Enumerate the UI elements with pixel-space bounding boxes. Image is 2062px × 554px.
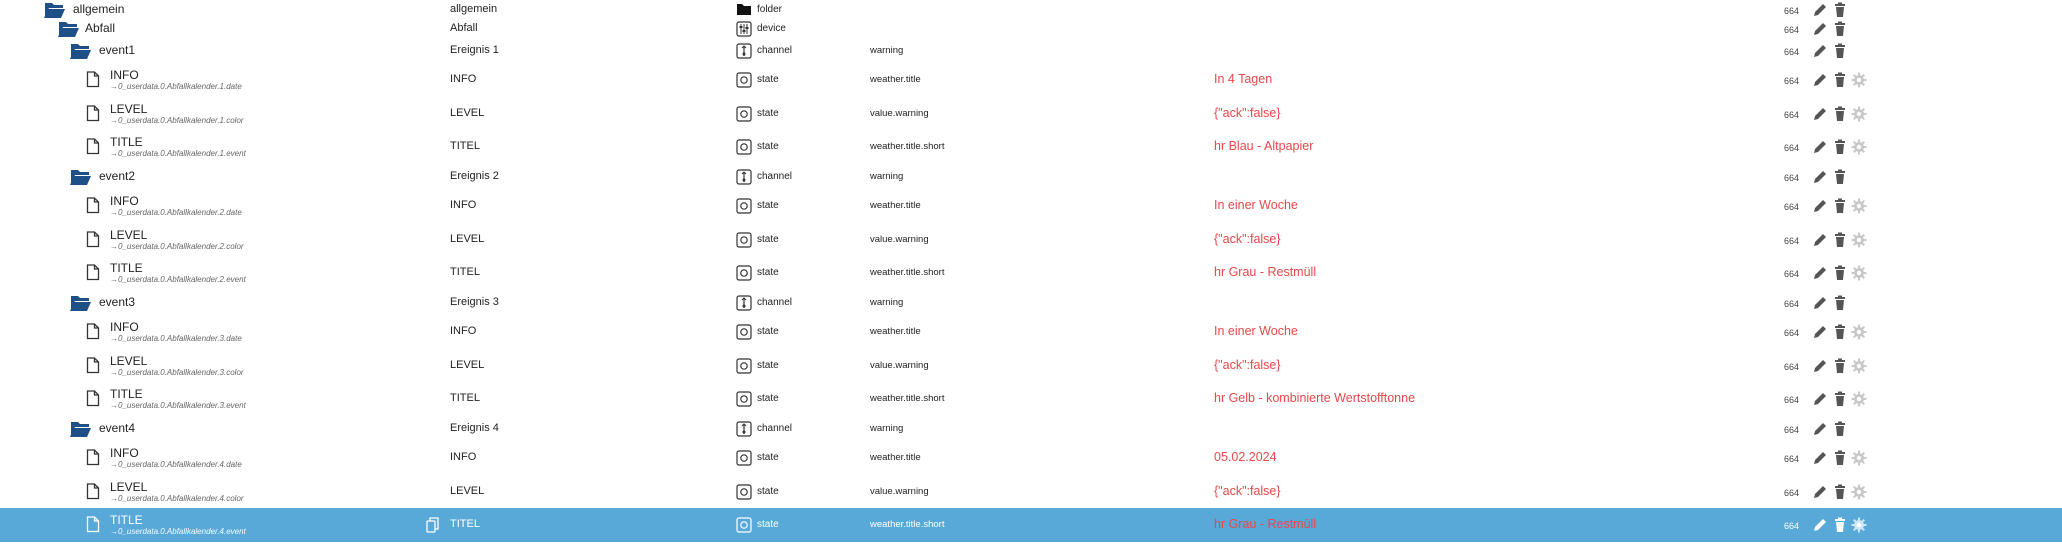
- file-icon[interactable]: [86, 71, 100, 91]
- object-type: state: [757, 234, 779, 245]
- object-role: weather.title.short: [870, 519, 945, 530]
- tree-row[interactable]: [0, 38, 2062, 63]
- acl-rights[interactable]: 664: [1784, 328, 1800, 338]
- edit-pencil-icon[interactable]: [1812, 169, 1828, 185]
- object-role: weather.title: [870, 326, 921, 337]
- acl-rights[interactable]: 664: [1784, 454, 1800, 464]
- acl-rights[interactable]: 664: [1784, 236, 1800, 246]
- settings-gear-icon[interactable]: [1851, 517, 1867, 533]
- edit-pencil-icon[interactable]: [1812, 295, 1828, 311]
- acl-rights[interactable]: 664: [1784, 488, 1800, 498]
- settings-gear-icon[interactable]: [1851, 139, 1867, 155]
- edit-pencil-icon[interactable]: [1812, 198, 1828, 214]
- acl-rights[interactable]: 664: [1784, 47, 1800, 57]
- object-type: channel: [757, 171, 793, 182]
- object-type: device: [757, 23, 786, 34]
- delete-trash-icon[interactable]: [1832, 265, 1848, 281]
- object-type: channel: [757, 45, 793, 56]
- tree-row[interactable]: [0, 349, 2062, 382]
- delete-trash-icon[interactable]: [1832, 421, 1848, 437]
- object-type: state: [757, 519, 779, 530]
- acl-rights[interactable]: 664: [1784, 521, 1800, 531]
- object-role: warning: [870, 171, 904, 182]
- object-type: state: [757, 486, 779, 497]
- object-role: weather.title: [870, 200, 921, 211]
- file-icon[interactable]: [86, 483, 100, 503]
- state-icon: [736, 391, 752, 407]
- object-value[interactable]: {"ack":false}: [1214, 358, 1281, 372]
- tree-row[interactable]: [0, 97, 2062, 130]
- acl-rights[interactable]: 664: [1784, 202, 1800, 212]
- settings-gear-icon[interactable]: [1851, 391, 1867, 407]
- acl-rights[interactable]: 664: [1784, 425, 1800, 435]
- object-value[interactable]: {"ack":false}: [1214, 484, 1281, 498]
- delete-trash-icon[interactable]: [1832, 484, 1848, 500]
- object-role: weather.title: [870, 74, 921, 85]
- tree-row[interactable]: [0, 315, 2062, 349]
- tree-row[interactable]: [0, 223, 2062, 256]
- alias-link[interactable]: →0_userdata.0.Abfallkalender.2.event: [110, 275, 246, 284]
- channel-icon: [736, 421, 752, 437]
- object-name: TITEL: [450, 140, 480, 152]
- tree-row[interactable]: [0, 130, 2062, 164]
- object-id: event1: [99, 43, 136, 57]
- delete-trash-icon[interactable]: [1832, 72, 1848, 88]
- object-role: weather.title.short: [870, 267, 945, 278]
- tree-row[interactable]: [0, 290, 2062, 315]
- settings-gear-icon[interactable]: [1851, 72, 1867, 88]
- object-type: state: [757, 141, 779, 152]
- alias-link[interactable]: →0_userdata.0.Abfallkalender.3.event: [110, 401, 246, 410]
- object-role: value.warning: [870, 486, 929, 497]
- delete-trash-icon[interactable]: [1832, 391, 1848, 407]
- edit-pencil-icon[interactable]: [1812, 484, 1828, 500]
- edit-pencil-icon[interactable]: [1812, 450, 1828, 466]
- tree-row[interactable]: [0, 441, 2062, 475]
- edit-pencil-icon[interactable]: [1812, 324, 1828, 340]
- object-id: LEVEL: [110, 480, 148, 494]
- tree-row[interactable]: [0, 508, 2062, 542]
- tree-row[interactable]: [0, 0, 2062, 19]
- state-icon: [736, 139, 752, 155]
- folder-icon: [736, 2, 752, 18]
- file-icon[interactable]: [86, 357, 100, 377]
- file-icon[interactable]: [86, 390, 100, 410]
- acl-rights[interactable]: 664: [1784, 6, 1800, 16]
- delete-trash-icon[interactable]: [1832, 198, 1848, 214]
- object-name: LEVEL: [450, 233, 485, 245]
- object-id: Abfall: [85, 21, 116, 35]
- object-id: event3: [99, 295, 136, 309]
- edit-pencil-icon[interactable]: [1812, 43, 1828, 59]
- channel-icon: [736, 169, 752, 185]
- object-name: TITEL: [450, 518, 480, 530]
- file-icon[interactable]: [86, 264, 100, 284]
- object-value[interactable]: 05.02.2024: [1214, 450, 1277, 464]
- object-id: INFO: [110, 446, 139, 460]
- state-icon: [736, 517, 752, 533]
- delete-trash-icon[interactable]: [1832, 358, 1848, 374]
- delete-trash-icon[interactable]: [1832, 295, 1848, 311]
- settings-gear-icon[interactable]: [1851, 484, 1867, 500]
- object-name: Ereignis 2: [450, 170, 499, 182]
- delete-trash-icon[interactable]: [1832, 21, 1848, 37]
- device-icon: [736, 21, 752, 37]
- edit-pencil-icon[interactable]: [1812, 517, 1828, 533]
- channel-icon: [736, 43, 752, 59]
- object-value[interactable]: {"ack":false}: [1214, 106, 1281, 120]
- state-icon: [736, 450, 752, 466]
- delete-trash-icon[interactable]: [1832, 169, 1848, 185]
- object-id: LEVEL: [110, 102, 148, 116]
- settings-gear-icon[interactable]: [1851, 450, 1867, 466]
- tree-row[interactable]: [0, 475, 2062, 508]
- object-value[interactable]: {"ack":false}: [1214, 232, 1281, 246]
- tree-row[interactable]: [0, 256, 2062, 290]
- edit-pencil-icon[interactable]: [1812, 106, 1828, 122]
- alias-link[interactable]: →0_userdata.0.Abfallkalender.4.event: [110, 527, 246, 536]
- acl-rights[interactable]: 664: [1784, 395, 1800, 405]
- settings-gear-icon[interactable]: [1851, 265, 1867, 281]
- object-type: state: [757, 74, 779, 85]
- object-name: LEVEL: [450, 359, 485, 371]
- folder-open-icon[interactable]: [70, 420, 92, 441]
- delete-trash-icon[interactable]: [1832, 324, 1848, 340]
- object-role: weather.title.short: [870, 393, 945, 404]
- tree-row[interactable]: [0, 189, 2062, 223]
- object-name: TITEL: [450, 392, 480, 404]
- settings-gear-icon[interactable]: [1851, 324, 1867, 340]
- object-role: warning: [870, 45, 904, 56]
- acl-rights[interactable]: 664: [1784, 269, 1800, 279]
- settings-gear-icon[interactable]: [1851, 106, 1867, 122]
- object-id: LEVEL: [110, 354, 148, 368]
- object-type: state: [757, 360, 779, 371]
- tree-row[interactable]: [0, 19, 2062, 38]
- object-name: Abfall: [450, 22, 478, 34]
- object-id: INFO: [110, 68, 139, 82]
- object-type: state: [757, 267, 779, 278]
- file-icon[interactable]: [86, 138, 100, 158]
- object-name: INFO: [450, 199, 477, 211]
- object-role: warning: [870, 423, 904, 434]
- tree-row[interactable]: [0, 382, 2062, 416]
- object-name: LEVEL: [450, 485, 485, 497]
- object-name: Ereignis 1: [450, 44, 499, 56]
- alias-link[interactable]: →0_userdata.0.Abfallkalender.3.color: [110, 368, 244, 377]
- object-id: TITLE: [110, 261, 143, 275]
- object-name: Ereignis 4: [450, 422, 499, 434]
- alias-link[interactable]: →0_userdata.0.Abfallkalender.1.event: [110, 149, 246, 158]
- object-type: channel: [757, 297, 793, 308]
- object-id: INFO: [110, 320, 139, 334]
- acl-rights[interactable]: 664: [1784, 299, 1800, 309]
- alias-link[interactable]: →0_userdata.0.Abfallkalender.3.date: [110, 334, 242, 343]
- state-icon: [736, 265, 752, 281]
- object-id: allgemein: [73, 2, 125, 16]
- tree-row[interactable]: [0, 63, 2062, 97]
- object-name: INFO: [450, 73, 477, 85]
- object-value[interactable]: hr Gelb - kombinierte Wertstofftonne: [1214, 391, 1416, 405]
- state-icon: [736, 232, 752, 248]
- settings-gear-icon[interactable]: [1851, 232, 1867, 248]
- object-type: folder: [757, 4, 783, 15]
- copy-icon[interactable]: [426, 517, 440, 533]
- alias-link[interactable]: →0_userdata.0.Abfallkalender.1.color: [110, 116, 244, 125]
- state-icon: [736, 324, 752, 340]
- alias-link[interactable]: →0_userdata.0.Abfallkalender.1.date: [110, 82, 242, 91]
- object-role: value.warning: [870, 108, 929, 119]
- acl-rights[interactable]: 664: [1784, 76, 1800, 86]
- object-role: weather.title: [870, 452, 921, 463]
- object-name: INFO: [450, 325, 477, 337]
- folder-open-icon[interactable]: [70, 42, 92, 63]
- delete-trash-icon[interactable]: [1832, 2, 1848, 18]
- edit-pencil-icon[interactable]: [1812, 358, 1828, 374]
- alias-link[interactable]: →0_userdata.0.Abfallkalender.2.date: [110, 208, 242, 217]
- object-id: event2: [99, 169, 136, 183]
- object-type: state: [757, 108, 779, 119]
- file-icon[interactable]: [86, 449, 100, 469]
- object-role: weather.title.short: [870, 141, 945, 152]
- file-icon[interactable]: [86, 231, 100, 251]
- edit-pencil-icon[interactable]: [1812, 2, 1828, 18]
- object-type: state: [757, 200, 779, 211]
- object-value[interactable]: In einer Woche: [1214, 198, 1298, 212]
- settings-gear-icon[interactable]: [1851, 198, 1867, 214]
- object-role: value.warning: [870, 234, 929, 245]
- tree-row[interactable]: [0, 416, 2062, 441]
- folder-open-icon[interactable]: [70, 294, 92, 315]
- object-type: state: [757, 326, 779, 337]
- object-value[interactable]: hr Grau - Restmüll: [1214, 265, 1317, 279]
- object-id: TITLE: [110, 513, 143, 527]
- folder-open-icon[interactable]: [70, 168, 92, 189]
- object-role: warning: [870, 297, 904, 308]
- file-icon[interactable]: [86, 105, 100, 125]
- object-name: Ereignis 3: [450, 296, 499, 308]
- acl-rights[interactable]: 664: [1784, 143, 1800, 153]
- state-icon: [736, 198, 752, 214]
- file-icon[interactable]: [86, 197, 100, 217]
- object-name: TITEL: [450, 266, 480, 278]
- edit-pencil-icon[interactable]: [1812, 391, 1828, 407]
- alias-link[interactable]: →0_userdata.0.Abfallkalender.4.date: [110, 460, 242, 469]
- edit-pencil-icon[interactable]: [1812, 421, 1828, 437]
- delete-trash-icon[interactable]: [1832, 450, 1848, 466]
- edit-pencil-icon[interactable]: [1812, 72, 1828, 88]
- edit-pencil-icon[interactable]: [1812, 139, 1828, 155]
- object-id: TITLE: [110, 387, 143, 401]
- delete-trash-icon[interactable]: [1832, 232, 1848, 248]
- object-value[interactable]: hr Grau - Restmüll: [1214, 517, 1317, 531]
- delete-trash-icon[interactable]: [1832, 517, 1848, 533]
- object-name: allgemein: [450, 3, 498, 15]
- channel-icon: [736, 295, 752, 311]
- acl-rights[interactable]: 664: [1784, 25, 1800, 35]
- object-value[interactable]: hr Blau - Altpapier: [1214, 139, 1314, 153]
- object-type: state: [757, 393, 779, 404]
- acl-rights[interactable]: 664: [1784, 362, 1800, 372]
- object-role: value.warning: [870, 360, 929, 371]
- object-name: INFO: [450, 451, 477, 463]
- object-id: LEVEL: [110, 228, 148, 242]
- alias-link[interactable]: →0_userdata.0.Abfallkalender.4.color: [110, 494, 244, 503]
- edit-pencil-icon[interactable]: [1812, 265, 1828, 281]
- settings-gear-icon[interactable]: [1851, 358, 1867, 374]
- object-id: INFO: [110, 194, 139, 208]
- file-icon[interactable]: [86, 516, 100, 536]
- file-icon[interactable]: [86, 323, 100, 343]
- tree-row[interactable]: [0, 164, 2062, 189]
- delete-trash-icon[interactable]: [1832, 43, 1848, 59]
- state-icon: [736, 72, 752, 88]
- edit-pencil-icon[interactable]: [1812, 21, 1828, 37]
- acl-rights[interactable]: 664: [1784, 110, 1800, 120]
- object-value[interactable]: In einer Woche: [1214, 324, 1298, 338]
- object-id: event4: [99, 421, 136, 435]
- delete-trash-icon[interactable]: [1832, 106, 1848, 122]
- delete-trash-icon[interactable]: [1832, 139, 1848, 155]
- object-id: TITLE: [110, 135, 143, 149]
- alias-link[interactable]: →0_userdata.0.Abfallkalender.2.color: [110, 242, 244, 251]
- object-name: LEVEL: [450, 107, 485, 119]
- state-icon: [736, 106, 752, 122]
- acl-rights[interactable]: 664: [1784, 173, 1800, 183]
- state-icon: [736, 484, 752, 500]
- object-type: channel: [757, 423, 793, 434]
- object-value[interactable]: In 4 Tagen: [1214, 72, 1273, 86]
- edit-pencil-icon[interactable]: [1812, 232, 1828, 248]
- object-type: state: [757, 452, 779, 463]
- state-icon: [736, 358, 752, 374]
